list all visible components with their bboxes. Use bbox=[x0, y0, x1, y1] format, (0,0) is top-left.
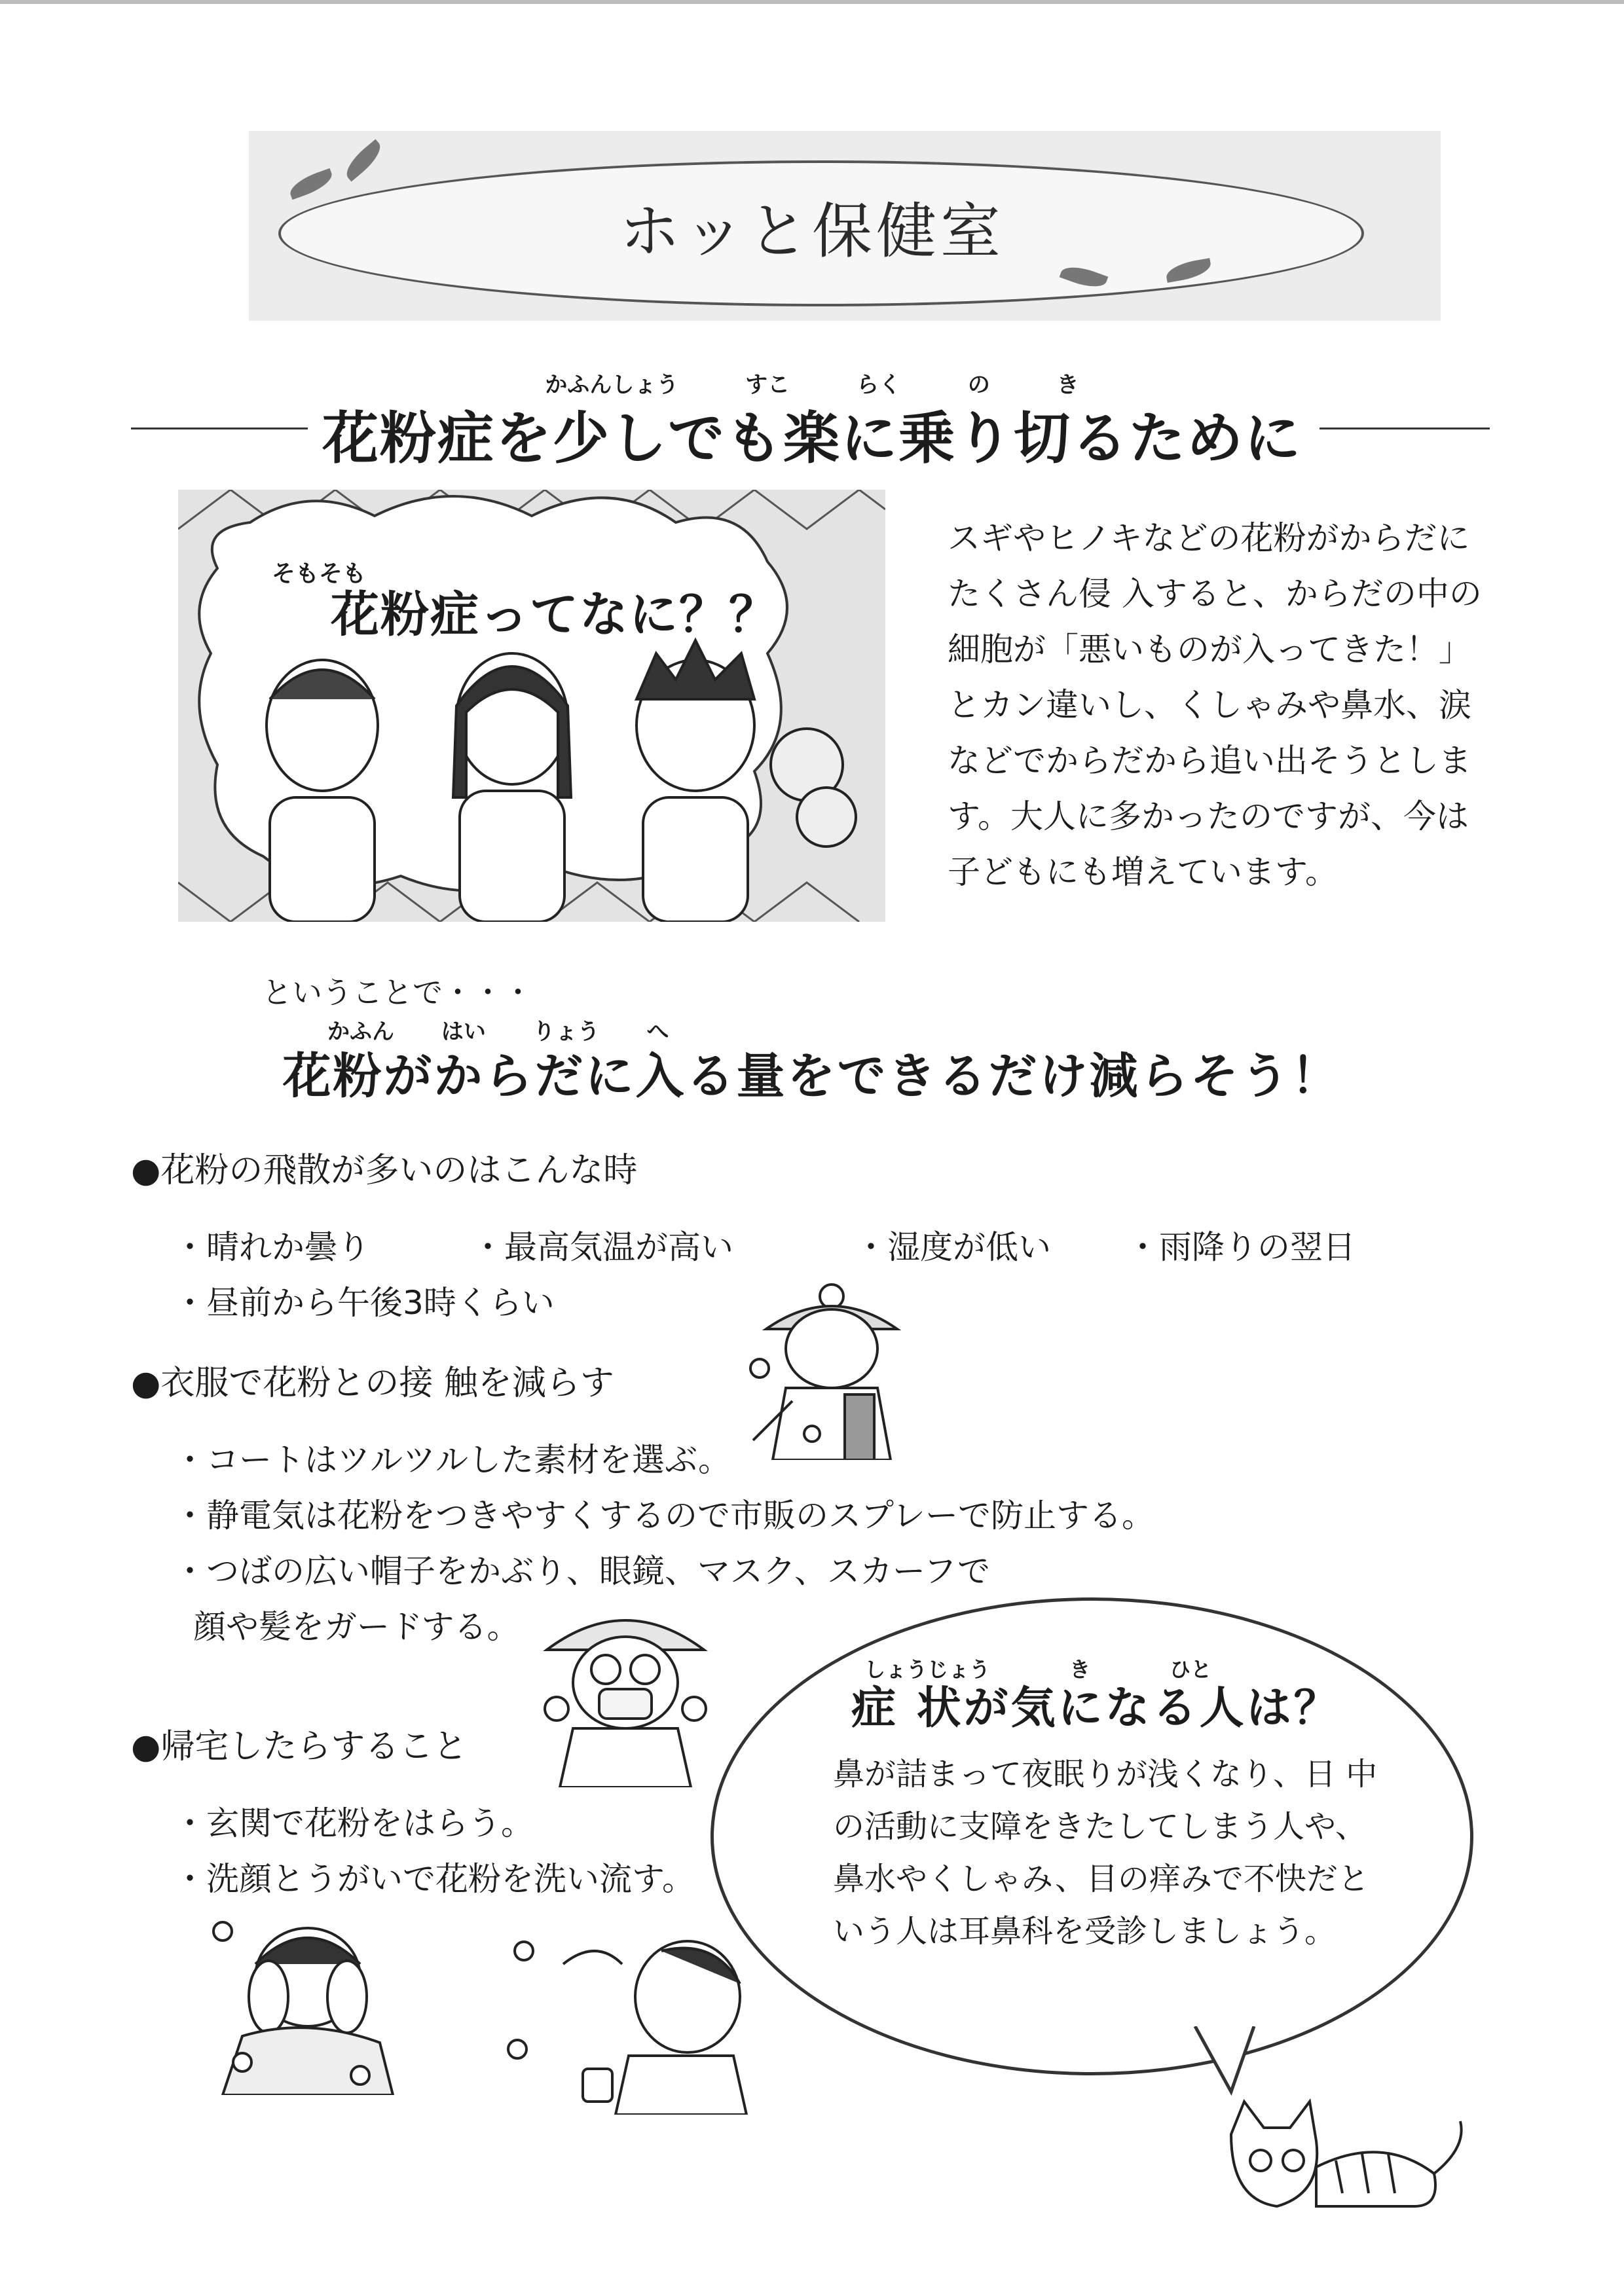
bubble-title: 症 状が気になる人は？ bbox=[851, 1683, 1341, 1734]
intro-line: 細胞が「悪いものが入ってきた！」 bbox=[948, 630, 1471, 668]
main-title-ruby: かふんしょう すこ らく の き bbox=[545, 372, 1079, 398]
intro-line: 子どもにも増えています。 bbox=[948, 853, 1338, 891]
pollen-icon bbox=[351, 2066, 369, 2085]
section2-heading: ●衣服で花粉との接 触を減らす bbox=[131, 1364, 614, 1403]
intro-line: スギやヒノキなどの花粉がからだに bbox=[948, 519, 1470, 557]
transition-text: ということで・・・ bbox=[262, 975, 533, 1010]
page-title: ホッと保健室 bbox=[619, 196, 1005, 266]
section2-item: 顔や髪をガードする。 bbox=[193, 1608, 520, 1646]
cat-icon bbox=[1218, 2095, 1473, 2226]
pollen-icon bbox=[508, 2040, 526, 2058]
intro-ruby: そもそも bbox=[272, 560, 367, 587]
section2-item: ・つばの広い帽子をかぶり、眼鏡、マスク、スカーフで bbox=[174, 1552, 990, 1590]
bubble-body bbox=[833, 1748, 1422, 1958]
illustration-children-sneezing bbox=[178, 490, 885, 922]
section2-item: ・静電気は花粉をつきやすくするので市販のスプレーで防止する。 bbox=[174, 1497, 1154, 1535]
child-with-hat-illustration bbox=[747, 1270, 917, 1460]
pollen-icon bbox=[213, 1922, 232, 1941]
bubble-title-ruby: しょうじょう き ひと bbox=[864, 1657, 1212, 1682]
section1-item: ・晴れか曇り bbox=[174, 1228, 370, 1266]
intro-paragraph bbox=[948, 511, 1609, 900]
section1-item: ・最高気温が高い bbox=[471, 1228, 733, 1266]
intro-line: などでからだから追い出そうとしま bbox=[948, 742, 1471, 780]
child-washing-face-illustration bbox=[183, 1899, 413, 2095]
bubble-line: の活動に支障をきたしてしまう人や、 bbox=[833, 1808, 1367, 1845]
main-title: 花粉症を少しでも楽に乗り切るために bbox=[322, 406, 1302, 471]
bubble-line: 鼻水やくしゃみ、目の痒みで不快だと bbox=[833, 1861, 1369, 1897]
section3-item: ・洗顔とうがいで花粉を洗い流す。 bbox=[174, 1860, 695, 1898]
section1-item: ・昼前から午後3時くらい bbox=[174, 1284, 555, 1322]
headline2: 花粉がからだに入る量をできるだけ減らそう！ bbox=[282, 1048, 1342, 1104]
intro-line: とカン違いし、くしゃみや鼻水、涙 bbox=[948, 686, 1471, 724]
child-gargling-illustration bbox=[498, 1925, 773, 2115]
section1-item: ・雨降りの翌日 bbox=[1126, 1228, 1356, 1266]
title-right-line bbox=[1320, 428, 1490, 429]
bubble-tail bbox=[1192, 2026, 1264, 2098]
sun-icon bbox=[820, 1285, 843, 1308]
bubble-line: いう人は耳鼻科を受診しましょう。 bbox=[833, 1913, 1337, 1950]
section3-item: ・玄関で花粉をはらう。 bbox=[174, 1804, 534, 1842]
pollen-icon bbox=[515, 1942, 533, 1960]
intro-box-title: 花粉症ってなに？？ bbox=[331, 587, 779, 643]
intro-line: たくさん侵 入すると、からだの中の bbox=[948, 575, 1482, 613]
section1-item: ・湿度が低い bbox=[855, 1228, 1051, 1266]
section3-heading: ●帰宅したらすること bbox=[131, 1727, 468, 1766]
child-with-mask-illustration bbox=[534, 1591, 717, 1787]
top-rule bbox=[0, 0, 1624, 4]
section1-heading: ●花粉の飛散が多いのはこんな時 bbox=[131, 1151, 638, 1190]
headline2-ruby: かふん はい りょう へ bbox=[327, 1019, 669, 1045]
bubble-line: 鼻が詰まって夜眠りが浅くなり、日 中 bbox=[833, 1756, 1378, 1793]
pollen-icon bbox=[233, 2053, 251, 2071]
intro-line: す。大人に多かったのですが、今は bbox=[948, 797, 1469, 835]
section2-item: ・コートはツルツルした素材を選ぶ。 bbox=[174, 1441, 731, 1479]
